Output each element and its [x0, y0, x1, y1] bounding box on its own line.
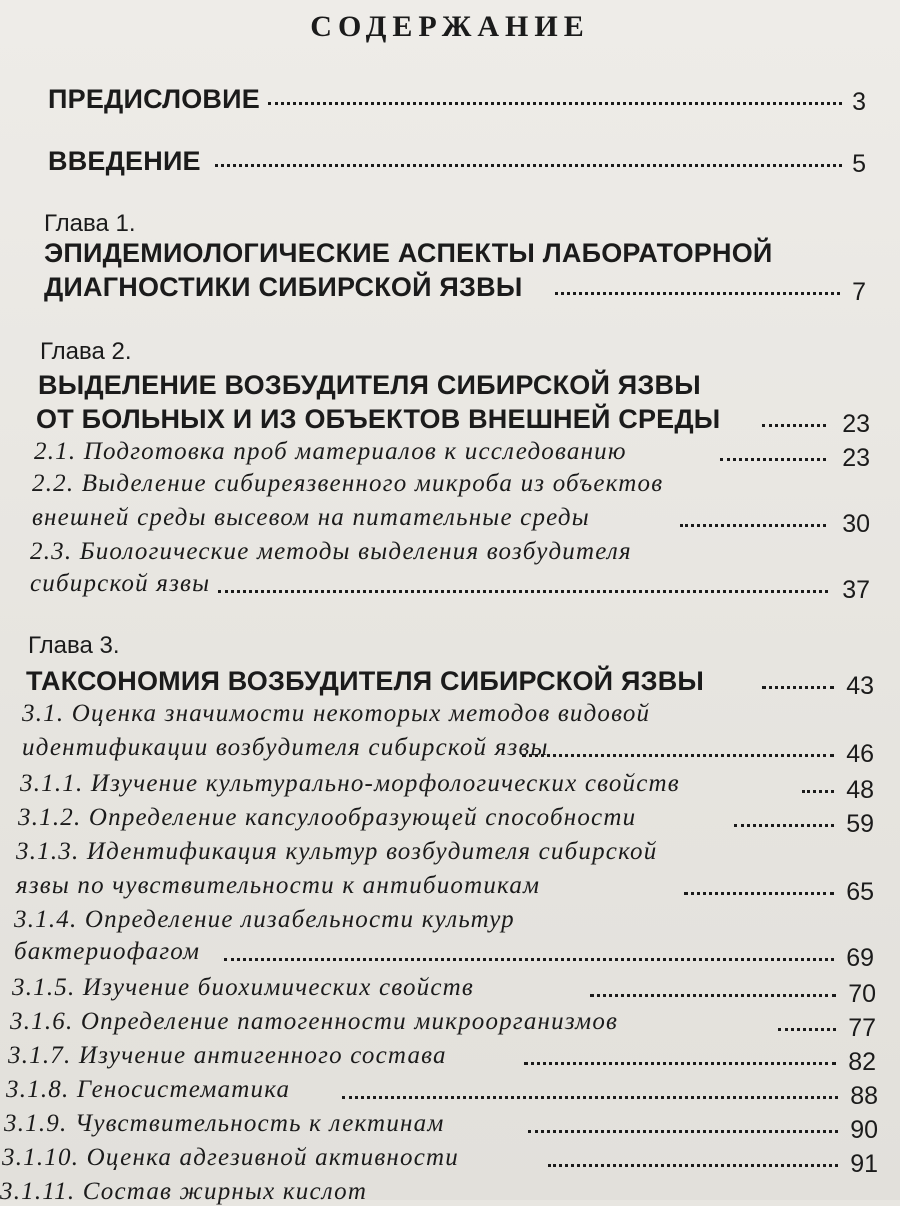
section-title-line: 3.1.9. Чувствительность к лектинам	[4, 1110, 445, 1137]
section-title-line: 2.3. Биологические методы выделения возбудителя	[30, 538, 632, 565]
chapter-label: Глава 3.	[28, 632, 120, 659]
toc-page-number: 43	[846, 672, 874, 700]
section-title-line: идентификации возбудителя сибирской язвы	[22, 734, 549, 761]
section-title-line: 3.1.10. Оценка адгезивной активности	[2, 1144, 459, 1171]
toc-leader	[684, 892, 834, 895]
toc-page-number: 69	[846, 944, 874, 972]
section-title-line: 3.1.7. Изучение антигенного состава	[8, 1042, 447, 1069]
toc-page-number: 23	[842, 410, 870, 438]
toc-leader	[524, 1062, 836, 1065]
toc-leader	[680, 524, 826, 527]
toc-leader	[522, 754, 834, 757]
chapter-title-line: ВЫДЕЛЕНИЕ ВОЗБУДИТЕЛЯ СИБИРСКОЙ ЯЗВЫ	[38, 370, 701, 400]
section-title-line: 3.1.2. Определение капсулообразующей способности	[18, 804, 637, 831]
toc-page-number: 91	[850, 1150, 878, 1178]
chapter-label: Глава 2.	[40, 338, 132, 365]
toc-leader	[528, 1130, 838, 1133]
section-title-line: 3.1.1. Изучение культурально-морфологических свойств	[20, 770, 680, 797]
toc-page-number: 48	[846, 776, 874, 804]
section-title-line: 3.1.4. Определение лизабельности культур	[14, 906, 515, 933]
chapter-title-line: ДИАГНОСТИКИ СИБИРСКОЙ ЯЗВЫ	[44, 272, 523, 302]
toc-leader	[590, 994, 836, 997]
toc-leader	[548, 1164, 838, 1167]
toc-page-number: 5	[852, 150, 866, 178]
toc-page-number: 37	[842, 576, 870, 604]
section-title-line: 2.1. Подготовка проб материалов к исследованию	[34, 438, 627, 465]
chapter-title-line: ОТ БОЛЬНЫХ И ИЗ ОБЪЕКТОВ ВНЕШНЕЙ СРЕДЫ	[36, 404, 721, 434]
section-title-line: 3.1. Оценка значимости некоторых методов видовой	[22, 700, 651, 727]
section-title-line: 3.1.11. Состав жирных кислот	[0, 1178, 368, 1205]
section-title-line: бактериофагом	[14, 938, 201, 965]
section-title-line: 3.1.5. Изучение биохимических свойств	[12, 974, 474, 1001]
section-title-line: внешней среды высевом на питательные среды	[32, 504, 590, 531]
toc-leader	[268, 102, 842, 105]
toc-leader	[342, 1096, 838, 1099]
section-title-line: 2.2. Выделение сибиреязвенного микроба из объектов	[32, 470, 664, 497]
toc-page-number: 3	[852, 88, 866, 116]
chapter-title-line: ЭПИДЕМИОЛОГИЧЕСКИЕ АСПЕКТЫ ЛАБОРАТОРНОЙ	[44, 238, 773, 268]
toc-page-number: 30	[842, 510, 870, 538]
toc-leader	[555, 292, 840, 295]
chapter-label: Глава 1.	[44, 210, 136, 237]
toc-page-number: 90	[850, 1116, 878, 1144]
toc-page-number: 82	[848, 1048, 876, 1076]
toc-page-number: 88	[850, 1082, 878, 1110]
toc-page-number: 65	[846, 878, 874, 906]
section-title-line: 3.1.3. Идентификация культур возбудителя сибирской	[16, 838, 658, 865]
toc-page-number: 70	[848, 980, 876, 1008]
toc-page-number: 7	[852, 278, 866, 306]
toc-title-preface: ПРЕДИСЛОВИЕ	[48, 84, 260, 114]
section-title-line: сибирской язвы	[30, 570, 211, 597]
chapter-title-line: ТАКСОНОМИЯ ВОЗБУДИТЕЛЯ СИБИРСКОЙ ЯЗВЫ	[26, 666, 705, 696]
toc-leader	[218, 590, 828, 593]
toc-leader	[224, 958, 834, 961]
toc-page-number: 46	[846, 740, 874, 768]
toc-title-introduction: ВВЕДЕНИЕ	[48, 146, 201, 176]
section-title-line: 3.1.8. Геносистематика	[6, 1076, 291, 1103]
section-title-line: 3.1.6. Определение патогенности микроорганизмов	[10, 1008, 619, 1035]
contents-heading: СОДЕРЖАНИЕ	[310, 10, 590, 43]
toc-leader	[215, 164, 842, 167]
toc-page-number: 59	[846, 810, 874, 838]
toc-page-number: 77	[848, 1014, 876, 1042]
section-title-line: язвы по чувствительности к антибиотикам	[16, 872, 541, 899]
toc-page-number: 23	[842, 444, 870, 472]
